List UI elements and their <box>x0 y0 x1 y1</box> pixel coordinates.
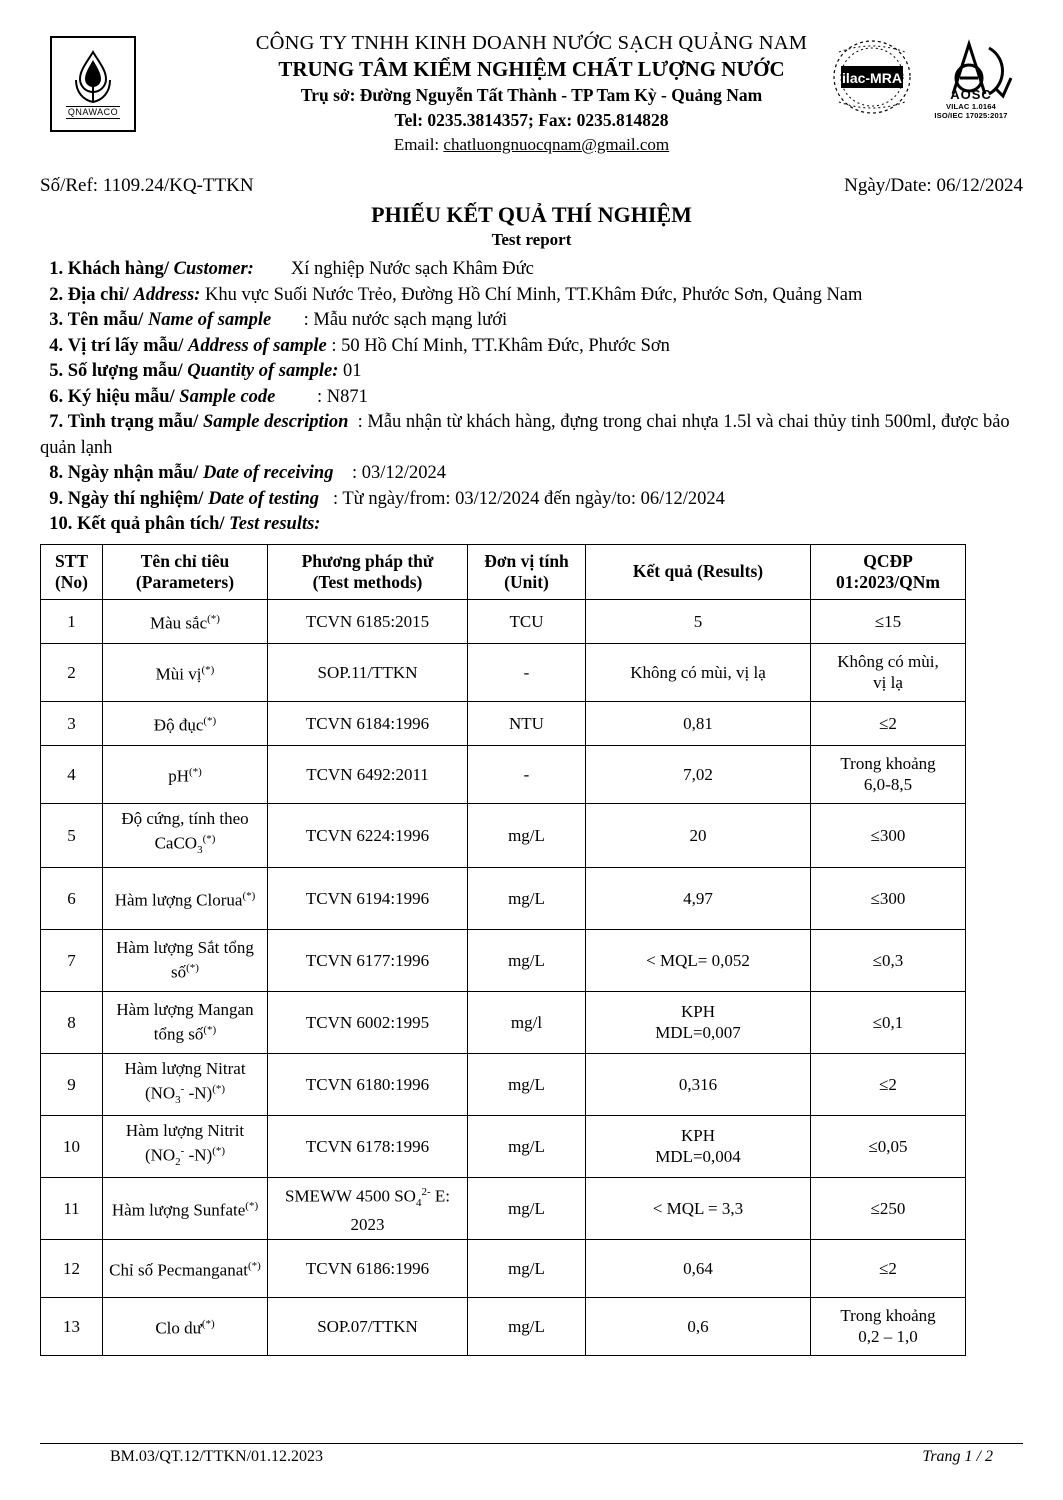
field-label-vi: Ngày thí nghiệm/ <box>67 488 204 509</box>
table-row <box>41 991 966 1053</box>
field-value: : Mẫu nhận từ khách hàng, đựng trong chai nhựa 1.5l và chai thủy tinh 500ml, được bảo quản lạnh <box>40 412 1010 458</box>
cell-parameter: Hàm lượng Sunfate(*) <box>103 1177 268 1239</box>
cell-parameter: Clo dư(*) <box>103 1297 268 1355</box>
email-link[interactable]: chatluongnuocqnam@gmail.com <box>443 135 670 154</box>
cell-stt: 10 <box>41 1115 103 1177</box>
field-number: 10. <box>49 514 73 534</box>
cell-stt: 2 <box>41 643 103 701</box>
table-row <box>41 929 966 991</box>
cell-limit: ≤300 <box>811 803 966 867</box>
cell-unit: mg/L <box>468 1177 586 1239</box>
field-number: 9. <box>49 488 64 509</box>
cell-parameter: Độ cứng, tính theo CaCO$_3$(*) <box>103 803 268 867</box>
header-unit <box>468 544 586 599</box>
page-subtitle: Test report <box>491 230 572 249</box>
field-number: 4. <box>49 335 64 356</box>
cell-limit: ≤2 <box>811 1053 966 1115</box>
field-value: Khu vực Suối Nước Trẻo, Đường Hồ Chí Minh, TT.Khâm Đức, Phước Sơn, Quảng Nam <box>204 284 863 305</box>
header-results-label: Kết quả (Results) <box>632 561 764 581</box>
field-label-en: Customer: <box>173 259 254 279</box>
cell-unit: mg/L <box>468 1239 586 1297</box>
cell-unit: - <box>468 745 586 803</box>
reference-label: Số/Ref: <box>40 175 103 196</box>
table-row <box>41 1177 966 1239</box>
reference-value: 1109.24/KQ-TTKN <box>102 175 254 196</box>
field-sample-location <box>40 334 1023 360</box>
field-label-en: Sample description <box>202 412 349 432</box>
cell-stt: 3 <box>41 701 103 745</box>
cell-limit: ≤0,05 <box>811 1115 966 1177</box>
cell-result: 4,97 <box>586 867 811 929</box>
table-body <box>41 599 966 1355</box>
header-methods-en: (Test methods) <box>312 571 423 592</box>
field-label-vi: Kết quả phân tích/ <box>77 514 225 534</box>
field-value: : 03/12/2024 <box>351 463 446 483</box>
cell-limit: ≤0,1 <box>811 991 966 1053</box>
table-row <box>41 599 966 643</box>
cell-method: TCVN 6185:2015 <box>268 599 468 643</box>
company-heading <box>182 30 882 157</box>
cell-unit: - <box>468 643 586 701</box>
iso-standard: ISO/IEC 17025:2017 <box>934 111 1008 120</box>
cell-unit: mg/L <box>468 929 586 991</box>
field-label-en: Address: <box>133 284 201 305</box>
table-row <box>41 1053 966 1115</box>
cell-parameter: Mùi vị(*) <box>103 643 268 701</box>
table-row <box>41 803 966 867</box>
accreditation-marks <box>831 38 1019 118</box>
form-code: BM.03/QT.12/TTKN/01.12.2023 <box>110 1448 324 1465</box>
field-number: 1. <box>49 259 64 279</box>
field-label-vi: Ký hiệu mẫu/ <box>67 386 175 407</box>
header-parameters-vi: Tên chỉ tiêu <box>140 550 230 571</box>
cell-parameter: Màu sắc(*) <box>103 599 268 643</box>
header-unit-en: (Unit) <box>504 571 549 592</box>
field-label-en: Quantity of sample: <box>187 361 339 381</box>
cell-method: SMEWW 4500 $SO_4^{2-}$ E: 2023 <box>268 1177 468 1239</box>
cell-unit: mg/L <box>468 1297 586 1355</box>
field-label-vi: Vị trí lấy mẫu/ <box>67 335 184 356</box>
cell-stt: 12 <box>41 1239 103 1297</box>
header-methods <box>268 544 468 599</box>
cell-method: SOP.07/TTKN <box>268 1297 468 1355</box>
cell-limit: Không có mùi, vị lạ <box>811 643 966 701</box>
field-sample-description <box>40 410 1023 461</box>
field-date-receiving <box>40 461 1023 487</box>
field-label-vi: Ngày nhận mẫu/ <box>67 463 199 483</box>
cell-method: TCVN 6180:1996 <box>268 1053 468 1115</box>
cell-limit: ≤15 <box>811 599 966 643</box>
table-row <box>41 1239 966 1297</box>
cell-result: < MQL= 0,052 <box>586 929 811 991</box>
company-logo-text: QNAWACO <box>67 106 119 117</box>
cell-result: 0,81 <box>586 701 811 745</box>
field-value: : Từ ngày/from: 03/12/2024 đến ngày/to: 06/12/2024 <box>332 488 725 509</box>
cell-unit: mg/L <box>468 1053 586 1115</box>
cell-stt: 8 <box>41 991 103 1053</box>
cell-result: 5 <box>586 599 811 643</box>
company-logo <box>50 36 136 132</box>
field-number: 6. <box>49 386 64 407</box>
cell-limit: ≤300 <box>811 867 966 929</box>
field-label-en: Sample code <box>179 386 276 407</box>
cell-stt: 4 <box>41 745 103 803</box>
field-label-vi: Khách hàng/ <box>67 259 170 279</box>
header-unit-vi: Đơn vị tính <box>484 550 569 571</box>
cell-limit: Trong khoảng 0,2 – 1,0 <box>811 1297 966 1355</box>
field-label-en: Address of sample <box>188 335 327 356</box>
cell-method: TCVN 6178:1996 <box>268 1115 468 1177</box>
cell-method: TCVN 6224:1996 <box>268 803 468 867</box>
table-row <box>41 701 966 745</box>
cell-stt: 1 <box>41 599 103 643</box>
email-label: Email: <box>393 135 444 154</box>
field-label-en: Name of sample <box>147 310 272 330</box>
field-value: : Mẫu nước sạch mạng lưới <box>303 310 508 330</box>
company-phone-line: Tel: 0235.3814357; Fax: 0235.814828 <box>394 110 669 130</box>
report-date <box>844 175 1023 197</box>
svg-text:ilac-MRA: ilac-MRA <box>842 70 902 86</box>
cell-result: 0,6 <box>586 1297 811 1355</box>
reference-number <box>40 175 254 197</box>
cell-result: 20 <box>586 803 811 867</box>
cell-parameter: Hàm lượng Clorua(*) <box>103 867 268 929</box>
company-email-line <box>182 133 882 157</box>
table-header-row <box>41 544 966 599</box>
cell-unit: mg/l <box>468 991 586 1053</box>
field-number: 5. <box>49 361 64 381</box>
cell-stt: 6 <box>41 867 103 929</box>
header-parameters-en: (Parameters) <box>135 571 235 592</box>
cell-result: < MQL = 3,3 <box>586 1177 811 1239</box>
cell-method: TCVN 6492:2011 <box>268 745 468 803</box>
cell-parameter: Hàm lượng Sắt tổng số(*) <box>103 929 268 991</box>
page-number: Trang 1 / 2 <box>922 1448 993 1465</box>
company-name-line: CÔNG TY TNHH KINH DOANH NƯỚC SẠCH QUẢNG NAM <box>255 32 808 54</box>
cell-stt: 13 <box>41 1297 103 1355</box>
cell-result: 0,64 <box>586 1239 811 1297</box>
cell-stt: 9 <box>41 1053 103 1115</box>
sample-information <box>40 257 1023 538</box>
cell-limit: Trong khoảng 6,0-8,5 <box>811 745 966 803</box>
aosc-logo <box>923 38 1019 118</box>
field-number: 8. <box>49 463 64 483</box>
field-number: 2. <box>49 284 64 305</box>
cell-stt: 5 <box>41 803 103 867</box>
header-stt-vi: STT <box>54 550 89 571</box>
cell-parameter: Hàm lượng Nitrat ($NO_3^-$ -N)(*) <box>103 1053 268 1115</box>
cell-unit: mg/L <box>468 867 586 929</box>
cell-parameter: Chỉ số Pecmanganat(*) <box>103 1239 268 1297</box>
cell-limit: ≤2 <box>811 701 966 745</box>
cell-limit: ≤2 <box>811 1239 966 1297</box>
header-stt <box>41 544 103 599</box>
header-methods-vi: Phương pháp thử <box>301 550 434 571</box>
cell-result: 7,02 <box>586 745 811 803</box>
field-customer <box>40 257 1023 283</box>
cell-result: KPH MDL=0,004 <box>586 1115 811 1177</box>
cell-result: KPH MDL=0,007 <box>586 991 811 1053</box>
field-label-en: Test results: <box>229 514 321 534</box>
cell-unit: TCU <box>468 599 586 643</box>
header-stt-en: (No) <box>54 571 89 592</box>
cell-parameter: Hàm lượng Mangan tổng số(*) <box>103 991 268 1053</box>
water-drop-logo-icon <box>70 50 116 104</box>
field-number: 3. <box>49 310 64 330</box>
field-value: : N871 <box>317 386 368 407</box>
date-value: 06/12/2024 <box>936 175 1023 196</box>
cell-method: TCVN 6194:1996 <box>268 867 468 929</box>
cell-method: TCVN 6177:1996 <box>268 929 468 991</box>
cell-stt: 7 <box>41 929 103 991</box>
field-label-en: Date of receiving <box>202 463 334 483</box>
field-number: 7. <box>49 412 64 432</box>
page-footer <box>40 1443 1023 1466</box>
document-header <box>40 24 1023 157</box>
cell-parameter: pH(*) <box>103 745 268 803</box>
field-label-vi: Địa chỉ/ <box>67 284 129 305</box>
table-row <box>41 867 966 929</box>
cell-limit: ≤0,3 <box>811 929 966 991</box>
field-value: 01 <box>343 361 362 381</box>
aosc-label: AOSC <box>950 87 992 102</box>
center-name-line: TRUNG TÂM KIỂM NGHIỆM CHẤT LƯỢNG NƯỚC <box>278 57 785 81</box>
field-sample-code <box>40 385 1023 411</box>
page-title: PHIẾU KẾT QUẢ THÍ NGHIỆM <box>371 202 692 227</box>
field-label-en: Date of testing <box>208 488 320 509</box>
field-sample-name <box>40 308 1023 334</box>
table-row <box>41 1297 966 1355</box>
table-row <box>41 745 966 803</box>
test-results-table <box>40 544 966 1356</box>
field-label-vi: Tình trạng mẫu/ <box>67 412 199 432</box>
cell-unit: mg/L <box>468 1115 586 1177</box>
cell-method: TCVN 6002:1995 <box>268 991 468 1053</box>
header-parameters <box>103 544 268 599</box>
field-sample-quantity <box>40 359 1023 385</box>
cell-result: 0,316 <box>586 1053 811 1115</box>
cell-method: TCVN 6184:1996 <box>268 701 468 745</box>
field-date-testing <box>40 487 1023 513</box>
cell-method: TCVN 6186:1996 <box>268 1239 468 1297</box>
header-limit-en: 01:2023/QNm <box>835 571 941 592</box>
field-address <box>40 283 1023 309</box>
cell-limit: ≤250 <box>811 1177 966 1239</box>
field-value: Xí nghiệp Nước sạch Khâm Đức <box>290 259 534 279</box>
field-test-results <box>40 512 1023 538</box>
date-label: Ngày/Date: <box>844 175 937 196</box>
cell-result: Không có mùi, vị lạ <box>586 643 811 701</box>
ilac-mra-logo <box>831 38 913 116</box>
vilas-code: VILAC 1.0164 <box>946 102 996 111</box>
cell-unit: NTU <box>468 701 586 745</box>
field-label-vi: Tên mẫu/ <box>67 310 144 330</box>
cell-parameter: Hàm lượng Nitrit ($NO_2^-$ -N)(*) <box>103 1115 268 1177</box>
table-row <box>41 643 966 701</box>
header-results <box>586 544 811 599</box>
cell-unit: mg/L <box>468 803 586 867</box>
header-limit-vi: QCĐP <box>863 550 913 571</box>
table-row <box>41 1115 966 1177</box>
field-label-vi: Số lượng mẫu/ <box>67 361 183 381</box>
reference-line <box>40 175 1023 197</box>
company-address-line: Trụ sở: Đường Nguyễn Tất Thành - TP Tam Kỳ - Quảng Nam <box>300 85 763 105</box>
cell-parameter: Độ đục(*) <box>103 701 268 745</box>
header-limit <box>811 544 966 599</box>
cell-method: SOP.11/TTKN <box>268 643 468 701</box>
cell-stt: 11 <box>41 1177 103 1239</box>
field-value: : 50 Hồ Chí Minh, TT.Khâm Đức, Phước Sơn <box>331 335 670 356</box>
ilac-mra-icon <box>831 38 913 116</box>
